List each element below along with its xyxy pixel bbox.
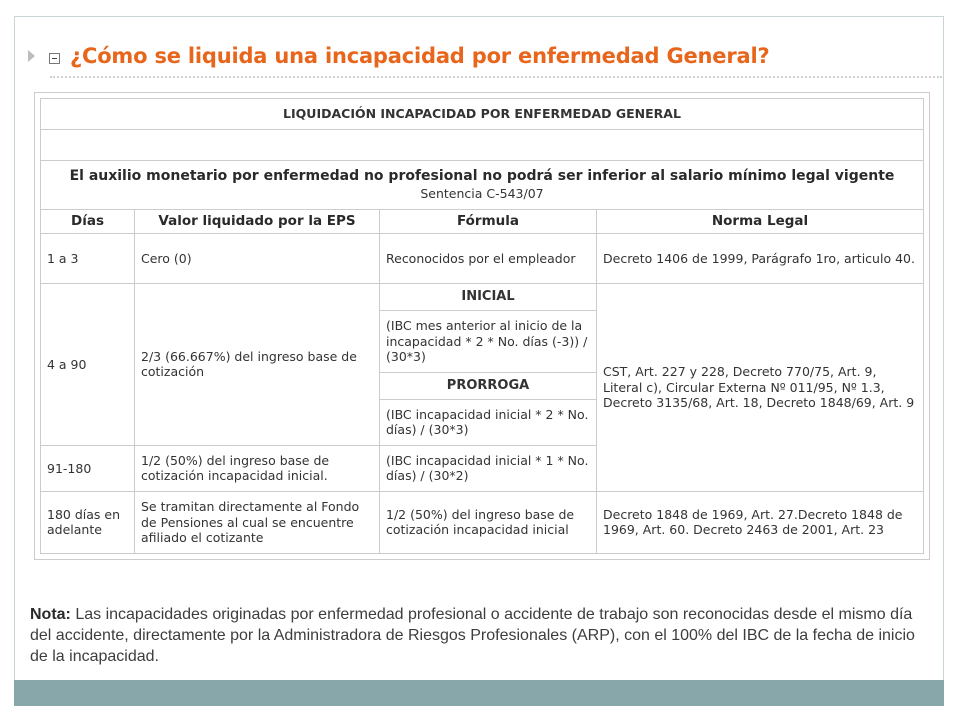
table-empty-row [41, 130, 924, 161]
page-title: ¿Cómo se liquida una incapacidad por enfermedad General? [70, 44, 770, 68]
cell-formula: Reconocidos por el empleador [380, 233, 597, 283]
cell-dias: 1 a 3 [41, 233, 135, 283]
cell-valor: 1/2 (50%) del ingreso base de cotización incapacidad inicial. [135, 445, 380, 491]
table-row [41, 283, 924, 310]
header-dias: Días [41, 210, 135, 234]
footnote-label: Nota: [30, 606, 71, 623]
cell-formula: (IBC mes anterior al inicio de la incapacidad * 2 * No. días (-3)) / (30*3) [380, 310, 597, 372]
cell-valor: Cero (0) [135, 233, 380, 283]
cell-formula: (IBC incapacidad inicial * 1 * No. días) / (30*2) [380, 445, 597, 491]
liquidation-table [40, 98, 924, 554]
table-row [41, 233, 924, 283]
cell-norma: Decreto 1848 de 1969, Art. 27.Decreto 1848 de 1969, Art. 60. Decreto 2463 de 2001, Art. 23 [597, 491, 924, 553]
header-norma: Norma Legal [597, 210, 924, 234]
table-row [41, 491, 924, 553]
cell-dias: 4 a 90 [41, 283, 135, 445]
cell-formula-inicial-label: INICIAL [380, 283, 597, 310]
rule-text: El auxilio monetario por enfermedad no profesional no podrá ser inferior al salario mínimo legal vigente [69, 168, 895, 185]
rule-citation: Sentencia C-543/07 [420, 185, 544, 201]
cell-valor: Se tramitan directamente al Fondo de Pensiones al cual se encuentre afiliado el cotizante [135, 491, 380, 553]
cell-dias: 180 días en adelante [41, 491, 135, 553]
footnote-text: Las incapacidades originadas por enfermedad profesional o accidente de trabajo son reconocidas desde el mismo día del accidente, directamente por la Administradora de Riesgos Profesionales (ARP), con el 100% del IBC de la fecha de inicio de la incapacidad. [30, 606, 915, 665]
header-formula: Fórmula [380, 210, 597, 234]
table-header-row [41, 210, 924, 234]
footnote [30, 604, 930, 667]
faq-heading[interactable] [28, 40, 938, 72]
cell-norma: Decreto 1406 de 1999, Parágrafo 1ro, articulo 40. [597, 233, 924, 283]
table-rule-cell [41, 161, 924, 210]
cell-formula: 1/2 (50%) del ingreso base de cotización incapacidad inicial [380, 491, 597, 553]
table-title: LIQUIDACIÓN INCAPACIDAD POR ENFERMEDAD GENERAL [41, 99, 924, 130]
liquidation-table-container [34, 92, 930, 560]
cell-formula-prorroga-label: PRORROGA [380, 372, 597, 399]
cell-norma: CST, Art. 227 y 228, Decreto 770/75, Art. 9, Literal c), Circular Externa Nº 011/95, Nº 1.3, Decreto 3135/68, Art. 18, Decreto 1848/69, Art. 9 [597, 283, 924, 491]
footer-bar [14, 680, 944, 706]
header-valor: Valor liquidado por la EPS [135, 210, 380, 234]
cell-valor: 2/3 (66.667%) del ingreso base de cotización [135, 283, 380, 445]
dotted-divider [50, 76, 942, 78]
cell-formula: (IBC incapacidad inicial * 2 * No. días) / (30*3) [380, 399, 597, 445]
arrow-right-icon [28, 50, 35, 62]
cell-dias: 91-180 [41, 445, 135, 491]
collapse-toggle-icon[interactable] [49, 53, 60, 64]
